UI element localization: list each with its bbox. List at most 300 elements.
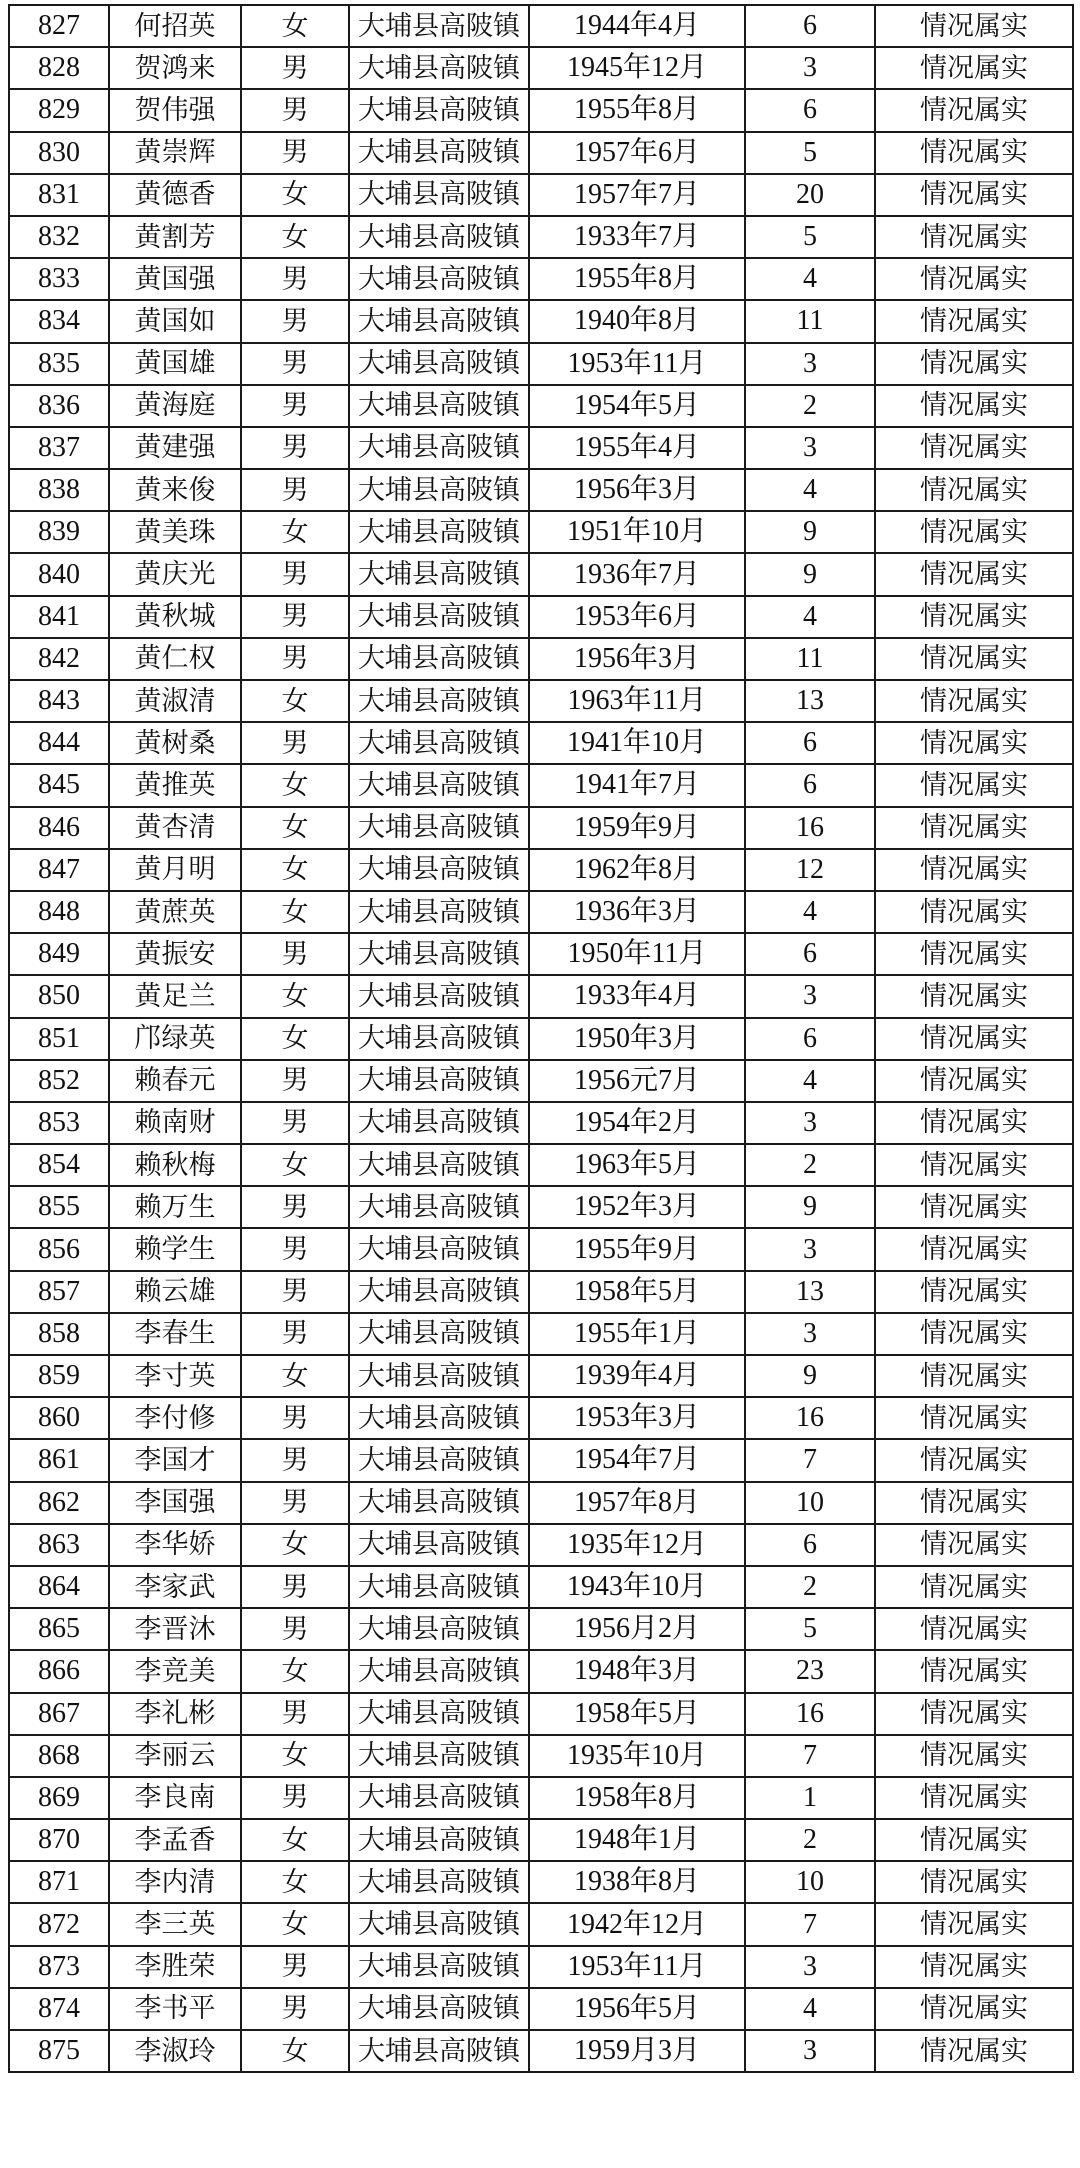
- row-number: 865: [9, 1608, 109, 1650]
- count-cell: 13: [745, 1271, 875, 1313]
- person-name: 黄国强: [109, 258, 241, 300]
- gender-cell: 女: [241, 1018, 349, 1060]
- address-cell: 大埔县高陂镇: [349, 132, 529, 174]
- status-cell: 情况属实: [875, 1524, 1073, 1566]
- table-row: [9, 1566, 1073, 1608]
- count-cell: 3: [745, 975, 875, 1017]
- row-number: 827: [9, 5, 109, 47]
- row-number: 859: [9, 1355, 109, 1397]
- row-number: 838: [9, 469, 109, 511]
- date-cell: 1936年7月: [529, 553, 745, 595]
- address-cell: 大埔县高陂镇: [349, 1650, 529, 1692]
- date-cell: 1939年4月: [529, 1355, 745, 1397]
- count-cell: 5: [745, 1608, 875, 1650]
- row-number: 847: [9, 849, 109, 891]
- row-number: 870: [9, 1819, 109, 1861]
- address-cell: 大埔县高陂镇: [349, 638, 529, 680]
- date-cell: 1956年5月: [529, 1988, 745, 2030]
- row-number: 874: [9, 1988, 109, 2030]
- date-cell: 1955年1月: [529, 1313, 745, 1355]
- address-cell: 大埔县高陂镇: [349, 1313, 529, 1355]
- date-cell: 1935年12月: [529, 1524, 745, 1566]
- address-cell: 大埔县高陂镇: [349, 1482, 529, 1524]
- person-name: 李华娇: [109, 1524, 241, 1566]
- date-cell: 1959月3月: [529, 2030, 745, 2072]
- row-number: 828: [9, 47, 109, 89]
- row-number: 849: [9, 933, 109, 975]
- address-cell: 大埔县高陂镇: [349, 1903, 529, 1945]
- status-cell: 情况属实: [875, 258, 1073, 300]
- status-cell: 情况属实: [875, 1102, 1073, 1144]
- row-number: 850: [9, 975, 109, 1017]
- gender-cell: 女: [241, 5, 349, 47]
- table-row: [9, 680, 1073, 722]
- gender-cell: 女: [241, 1861, 349, 1903]
- person-name: 黄崇辉: [109, 132, 241, 174]
- table-row: [9, 1482, 1073, 1524]
- person-name: 邝绿英: [109, 1018, 241, 1060]
- status-cell: 情况属实: [875, 1482, 1073, 1524]
- status-cell: 情况属实: [875, 1988, 1073, 2030]
- person-name: 李家武: [109, 1566, 241, 1608]
- person-name: 赖云雄: [109, 1271, 241, 1313]
- table-row: [9, 1777, 1073, 1819]
- table-row: [9, 1988, 1073, 2030]
- address-cell: 大埔县高陂镇: [349, 1397, 529, 1439]
- count-cell: 10: [745, 1861, 875, 1903]
- count-cell: 9: [745, 511, 875, 553]
- gender-cell: 男: [241, 1228, 349, 1270]
- gender-cell: 女: [241, 1650, 349, 1692]
- date-cell: 1941年7月: [529, 764, 745, 806]
- status-cell: 情况属实: [875, 891, 1073, 933]
- address-cell: 大埔县高陂镇: [349, 1355, 529, 1397]
- gender-cell: 男: [241, 300, 349, 342]
- row-number: 835: [9, 343, 109, 385]
- table-row: [9, 553, 1073, 595]
- person-name: 李付修: [109, 1397, 241, 1439]
- gender-cell: 男: [241, 427, 349, 469]
- person-name: 黄美珠: [109, 511, 241, 553]
- date-cell: 1959年9月: [529, 807, 745, 849]
- count-cell: 4: [745, 1060, 875, 1102]
- status-cell: 情况属实: [875, 1186, 1073, 1228]
- table-row: [9, 1313, 1073, 1355]
- date-cell: 1933年4月: [529, 975, 745, 1017]
- table-row: [9, 1735, 1073, 1777]
- count-cell: 9: [745, 1355, 875, 1397]
- count-cell: 16: [745, 1397, 875, 1439]
- person-name: 黄割芳: [109, 216, 241, 258]
- address-cell: 大埔县高陂镇: [349, 1693, 529, 1735]
- date-cell: 1942年12月: [529, 1903, 745, 1945]
- status-cell: 情况属实: [875, 511, 1073, 553]
- count-cell: 3: [745, 1313, 875, 1355]
- table-row: [9, 1903, 1073, 1945]
- date-cell: 1953年3月: [529, 1397, 745, 1439]
- address-cell: 大埔县高陂镇: [349, 385, 529, 427]
- person-name: 赖秋梅: [109, 1144, 241, 1186]
- gender-cell: 男: [241, 469, 349, 511]
- count-cell: 3: [745, 47, 875, 89]
- table-row: [9, 300, 1073, 342]
- row-number: 851: [9, 1018, 109, 1060]
- status-cell: 情况属实: [875, 1903, 1073, 1945]
- address-cell: 大埔县高陂镇: [349, 1946, 529, 1988]
- count-cell: 4: [745, 469, 875, 511]
- person-name: 黄国雄: [109, 343, 241, 385]
- row-number: 853: [9, 1102, 109, 1144]
- person-name: 黄来俊: [109, 469, 241, 511]
- date-cell: 1955年8月: [529, 258, 745, 300]
- gender-cell: 男: [241, 1271, 349, 1313]
- person-name: 黄蔗英: [109, 891, 241, 933]
- gender-cell: 女: [241, 1735, 349, 1777]
- date-cell: 1944年4月: [529, 5, 745, 47]
- count-cell: 16: [745, 1693, 875, 1735]
- date-cell: 1958年8月: [529, 1777, 745, 1819]
- table-row: [9, 1186, 1073, 1228]
- address-cell: 大埔县高陂镇: [349, 764, 529, 806]
- row-number: 860: [9, 1397, 109, 1439]
- status-cell: 情况属实: [875, 1650, 1073, 1692]
- status-cell: 情况属实: [875, 89, 1073, 131]
- table-row: [9, 427, 1073, 469]
- person-name: 李孟香: [109, 1819, 241, 1861]
- date-cell: 1950年3月: [529, 1018, 745, 1060]
- gender-cell: 女: [241, 2030, 349, 2072]
- status-cell: 情况属实: [875, 553, 1073, 595]
- address-cell: 大埔县高陂镇: [349, 47, 529, 89]
- status-cell: 情况属实: [875, 975, 1073, 1017]
- count-cell: 3: [745, 427, 875, 469]
- count-cell: 5: [745, 216, 875, 258]
- table-row: [9, 1608, 1073, 1650]
- address-cell: 大埔县高陂镇: [349, 1271, 529, 1313]
- person-name: 李春生: [109, 1313, 241, 1355]
- table-row: [9, 1018, 1073, 1060]
- status-cell: 情况属实: [875, 680, 1073, 722]
- gender-cell: 男: [241, 1566, 349, 1608]
- table-row: [9, 807, 1073, 849]
- row-number: 861: [9, 1439, 109, 1481]
- gender-cell: 男: [241, 1777, 349, 1819]
- row-number: 833: [9, 258, 109, 300]
- gender-cell: 女: [241, 1903, 349, 1945]
- date-cell: 1956年3月: [529, 469, 745, 511]
- table-row: [9, 89, 1073, 131]
- table-row: [9, 1228, 1073, 1270]
- row-number: 829: [9, 89, 109, 131]
- gender-cell: 男: [241, 132, 349, 174]
- status-cell: 情况属实: [875, 1735, 1073, 1777]
- gender-cell: 男: [241, 722, 349, 764]
- status-cell: 情况属实: [875, 1819, 1073, 1861]
- count-cell: 9: [745, 553, 875, 595]
- date-cell: 1956月2月: [529, 1608, 745, 1650]
- count-cell: 11: [745, 300, 875, 342]
- address-cell: 大埔县高陂镇: [349, 1819, 529, 1861]
- gender-cell: 男: [241, 1186, 349, 1228]
- count-cell: 3: [745, 1228, 875, 1270]
- gender-cell: 男: [241, 596, 349, 638]
- date-cell: 1933年7月: [529, 216, 745, 258]
- count-cell: 3: [745, 2030, 875, 2072]
- status-cell: 情况属实: [875, 1777, 1073, 1819]
- table-row: [9, 722, 1073, 764]
- count-cell: 6: [745, 722, 875, 764]
- address-cell: 大埔县高陂镇: [349, 1439, 529, 1481]
- person-name: 李内清: [109, 1861, 241, 1903]
- person-name: 贺鸿来: [109, 47, 241, 89]
- row-number: 848: [9, 891, 109, 933]
- row-number: 872: [9, 1903, 109, 1945]
- row-number: 868: [9, 1735, 109, 1777]
- count-cell: 5: [745, 132, 875, 174]
- date-cell: 1938年8月: [529, 1861, 745, 1903]
- date-cell: 1955年4月: [529, 427, 745, 469]
- table-row: [9, 1102, 1073, 1144]
- status-cell: 情况属实: [875, 764, 1073, 806]
- address-cell: 大埔县高陂镇: [349, 1861, 529, 1903]
- gender-cell: 男: [241, 258, 349, 300]
- status-cell: 情况属实: [875, 1861, 1073, 1903]
- row-number: 832: [9, 216, 109, 258]
- date-cell: 1936年3月: [529, 891, 745, 933]
- row-number: 866: [9, 1650, 109, 1692]
- row-number: 842: [9, 638, 109, 680]
- gender-cell: 男: [241, 1313, 349, 1355]
- count-cell: 2: [745, 1566, 875, 1608]
- person-name: 赖南财: [109, 1102, 241, 1144]
- address-cell: 大埔县高陂镇: [349, 975, 529, 1017]
- count-cell: 7: [745, 1439, 875, 1481]
- status-cell: 情况属实: [875, 1144, 1073, 1186]
- date-cell: 1955年9月: [529, 1228, 745, 1270]
- address-cell: 大埔县高陂镇: [349, 680, 529, 722]
- date-cell: 1954年5月: [529, 385, 745, 427]
- status-cell: 情况属实: [875, 1397, 1073, 1439]
- row-number: 845: [9, 764, 109, 806]
- address-cell: 大埔县高陂镇: [349, 1228, 529, 1270]
- gender-cell: 女: [241, 1819, 349, 1861]
- count-cell: 6: [745, 764, 875, 806]
- gender-cell: 女: [241, 174, 349, 216]
- row-number: 857: [9, 1271, 109, 1313]
- date-cell: 1951年10月: [529, 511, 745, 553]
- gender-cell: 女: [241, 1144, 349, 1186]
- gender-cell: 男: [241, 343, 349, 385]
- gender-cell: 男: [241, 89, 349, 131]
- gender-cell: 男: [241, 1988, 349, 2030]
- roster-body: [9, 5, 1073, 2072]
- count-cell: 11: [745, 638, 875, 680]
- status-cell: 情况属实: [875, 2030, 1073, 2072]
- person-name: 黄淑清: [109, 680, 241, 722]
- address-cell: 大埔县高陂镇: [349, 174, 529, 216]
- person-name: 李胜荣: [109, 1946, 241, 1988]
- status-cell: 情况属实: [875, 1693, 1073, 1735]
- address-cell: 大埔县高陂镇: [349, 1060, 529, 1102]
- row-number: 840: [9, 553, 109, 595]
- table-row: [9, 1060, 1073, 1102]
- address-cell: 大埔县高陂镇: [349, 1186, 529, 1228]
- status-cell: 情况属实: [875, 469, 1073, 511]
- row-number: 875: [9, 2030, 109, 2072]
- table-row: [9, 849, 1073, 891]
- date-cell: 1956年3月: [529, 638, 745, 680]
- person-name: 黄振安: [109, 933, 241, 975]
- date-cell: 1963年11月: [529, 680, 745, 722]
- table-row: [9, 1650, 1073, 1692]
- address-cell: 大埔县高陂镇: [349, 2030, 529, 2072]
- row-number: 854: [9, 1144, 109, 1186]
- count-cell: 3: [745, 1946, 875, 1988]
- table-row: [9, 1397, 1073, 1439]
- address-cell: 大埔县高陂镇: [349, 343, 529, 385]
- status-cell: 情况属实: [875, 1946, 1073, 1988]
- row-number: 873: [9, 1946, 109, 1988]
- count-cell: 7: [745, 1903, 875, 1945]
- person-name: 赖春元: [109, 1060, 241, 1102]
- gender-cell: 女: [241, 511, 349, 553]
- status-cell: 情况属实: [875, 596, 1073, 638]
- date-cell: 1962年8月: [529, 849, 745, 891]
- count-cell: 4: [745, 596, 875, 638]
- status-cell: 情况属实: [875, 1060, 1073, 1102]
- count-cell: 6: [745, 1524, 875, 1566]
- person-name: 黄秋城: [109, 596, 241, 638]
- count-cell: 10: [745, 1482, 875, 1524]
- table-row: [9, 1946, 1073, 1988]
- person-name: 赖万生: [109, 1186, 241, 1228]
- date-cell: 1955年8月: [529, 89, 745, 131]
- gender-cell: 男: [241, 47, 349, 89]
- count-cell: 2: [745, 1144, 875, 1186]
- row-number: 837: [9, 427, 109, 469]
- person-name: 李礼彬: [109, 1693, 241, 1735]
- gender-cell: 女: [241, 216, 349, 258]
- gender-cell: 女: [241, 1524, 349, 1566]
- row-number: 834: [9, 300, 109, 342]
- person-name: 李淑玲: [109, 2030, 241, 2072]
- count-cell: 6: [745, 933, 875, 975]
- person-name: 李三英: [109, 1903, 241, 1945]
- count-cell: 9: [745, 1186, 875, 1228]
- date-cell: 1957年8月: [529, 1482, 745, 1524]
- status-cell: 情况属实: [875, 722, 1073, 764]
- person-name: 李国强: [109, 1482, 241, 1524]
- date-cell: 1940年8月: [529, 300, 745, 342]
- row-number: 855: [9, 1186, 109, 1228]
- count-cell: 4: [745, 258, 875, 300]
- row-number: 867: [9, 1693, 109, 1735]
- gender-cell: 男: [241, 1693, 349, 1735]
- row-number: 831: [9, 174, 109, 216]
- date-cell: 1957年7月: [529, 174, 745, 216]
- status-cell: 情况属实: [875, 132, 1073, 174]
- count-cell: 3: [745, 1102, 875, 1144]
- date-cell: 1948年3月: [529, 1650, 745, 1692]
- gender-cell: 男: [241, 1060, 349, 1102]
- row-number: 839: [9, 511, 109, 553]
- address-cell: 大埔县高陂镇: [349, 216, 529, 258]
- address-cell: 大埔县高陂镇: [349, 5, 529, 47]
- person-name: 黄庆光: [109, 553, 241, 595]
- status-cell: 情况属实: [875, 1355, 1073, 1397]
- count-cell: 12: [745, 849, 875, 891]
- count-cell: 7: [745, 1735, 875, 1777]
- row-number: 846: [9, 807, 109, 849]
- date-cell: 1954年7月: [529, 1439, 745, 1481]
- date-cell: 1941年10月: [529, 722, 745, 764]
- count-cell: 6: [745, 1018, 875, 1060]
- address-cell: 大埔县高陂镇: [349, 89, 529, 131]
- status-cell: 情况属实: [875, 933, 1073, 975]
- address-cell: 大埔县高陂镇: [349, 933, 529, 975]
- roster-table: [8, 4, 1074, 2073]
- address-cell: 大埔县高陂镇: [349, 1608, 529, 1650]
- count-cell: 4: [745, 1988, 875, 2030]
- count-cell: 6: [745, 5, 875, 47]
- address-cell: 大埔县高陂镇: [349, 258, 529, 300]
- count-cell: 4: [745, 891, 875, 933]
- person-name: 李丽云: [109, 1735, 241, 1777]
- table-row: [9, 891, 1073, 933]
- date-cell: 1953年6月: [529, 596, 745, 638]
- row-number: 871: [9, 1861, 109, 1903]
- count-cell: 13: [745, 680, 875, 722]
- row-number: 830: [9, 132, 109, 174]
- address-cell: 大埔县高陂镇: [349, 300, 529, 342]
- person-name: 黄国如: [109, 300, 241, 342]
- address-cell: 大埔县高陂镇: [349, 807, 529, 849]
- address-cell: 大埔县高陂镇: [349, 427, 529, 469]
- person-name: 李寸英: [109, 1355, 241, 1397]
- table-row: [9, 511, 1073, 553]
- address-cell: 大埔县高陂镇: [349, 469, 529, 511]
- table-row: [9, 1524, 1073, 1566]
- count-cell: 1: [745, 1777, 875, 1819]
- person-name: 黄推英: [109, 764, 241, 806]
- gender-cell: 女: [241, 975, 349, 1017]
- gender-cell: 女: [241, 807, 349, 849]
- table-row: [9, 469, 1073, 511]
- address-cell: 大埔县高陂镇: [349, 1018, 529, 1060]
- table-row: [9, 385, 1073, 427]
- status-cell: 情况属实: [875, 1271, 1073, 1313]
- count-cell: 6: [745, 89, 875, 131]
- person-name: 黄月明: [109, 849, 241, 891]
- table-row: [9, 47, 1073, 89]
- row-number: 858: [9, 1313, 109, 1355]
- address-cell: 大埔县高陂镇: [349, 849, 529, 891]
- status-cell: 情况属实: [875, 1313, 1073, 1355]
- address-cell: 大埔县高陂镇: [349, 511, 529, 553]
- date-cell: 1953年11月: [529, 343, 745, 385]
- gender-cell: 女: [241, 1355, 349, 1397]
- table-row: [9, 933, 1073, 975]
- gender-cell: 男: [241, 385, 349, 427]
- count-cell: 2: [745, 1819, 875, 1861]
- table-row: [9, 638, 1073, 680]
- address-cell: 大埔县高陂镇: [349, 891, 529, 933]
- table-row: [9, 975, 1073, 1017]
- row-number: 864: [9, 1566, 109, 1608]
- date-cell: 1953年11月: [529, 1946, 745, 1988]
- table-row: [9, 1271, 1073, 1313]
- status-cell: 情况属实: [875, 1608, 1073, 1650]
